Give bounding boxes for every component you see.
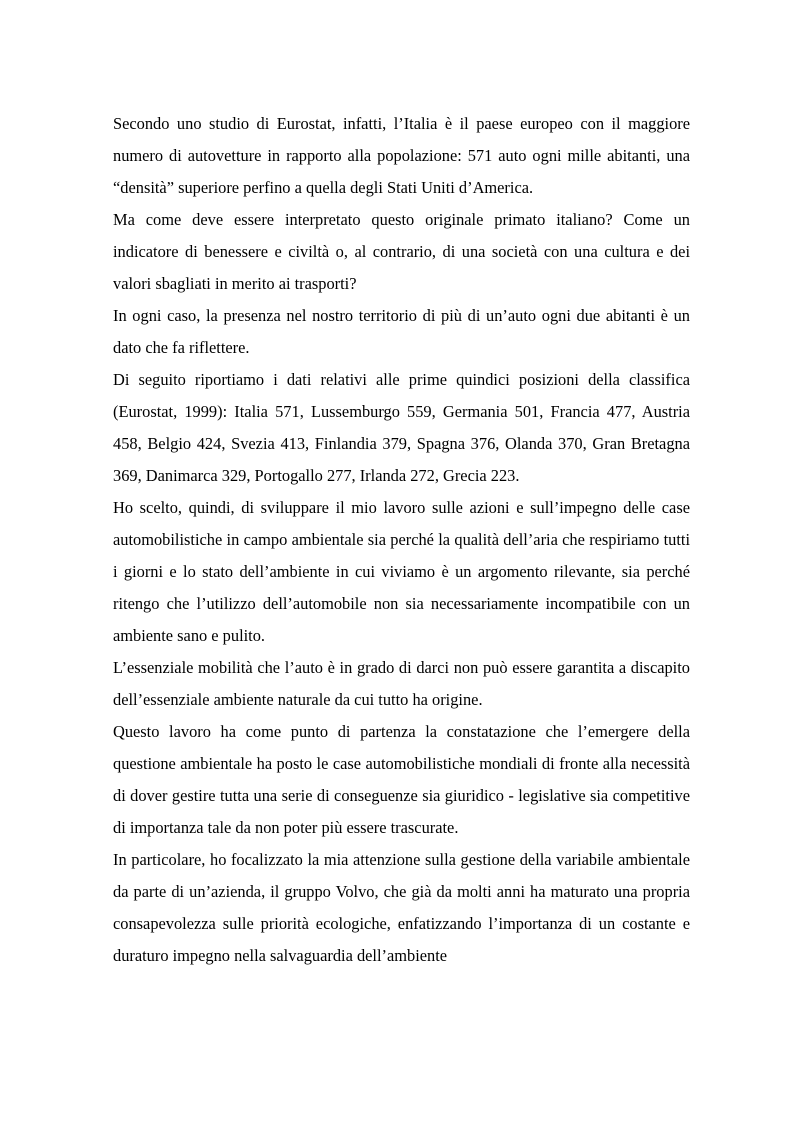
paragraph-starting-point: Questo lavoro ha come punto di partenza la constatazione che l’emergere della questione ambientale ha posto le case automobilistiche mondiali di fronte alla necessità di dover gestire tutta una serie di conseguenze sia giuridico - legislative sia competitive di importanza tale da non poter più essere trascurate.: [113, 722, 690, 837]
paragraph-ranking: Di seguito riportiamo i dati relativi alle prime quindici posizioni della classifica (Eurostat, 1999): Italia 571, Lussemburgo 559, Germania 501, Francia 477, Austria 458, Belgio 424, Svezia 413, Finlandia 379, Spagna 376, Olanda 370, Gran Bretagna 369, Danimarca 329, Portogallo 277, Irlanda 272, Grecia 223.: [113, 370, 690, 485]
document-body: [113, 108, 690, 972]
paragraph-motivation: Ho scelto, quindi, di sviluppare il mio lavoro sulle azioni e sull’impegno delle case automobilistiche in campo ambientale sia perché la qualità dell’aria che respiriamo tutti i giorni e lo stato dell’ambiente in cui viviamo è un argomento rilevante, sia perché ritengo che l’utilizzo dell’automobile non sia necessariamente incompatibile con un ambiente sano e pulito.: [113, 498, 690, 645]
paragraph-reflection: In ogni caso, la presenza nel nostro territorio di più di un’auto ogni due abitanti è un dato che fa riflettere.: [113, 306, 690, 357]
paragraph-interpretation-question: Ma come deve essere interpretato questo originale primato italiano? Come un indicatore di benessere e civiltà o, al contrario, di una società con una cultura e dei valori sbagliati in merito ai trasporti?: [113, 210, 690, 293]
paragraph-eurostat-study: Secondo uno studio di Eurostat, infatti, l’Italia è il paese europeo con il maggiore numero di autovetture in rapporto alla popolazione: 571 auto ogni mille abitanti, una “densità” superiore perfino a quella degli Stati Uniti d’America.: [113, 114, 690, 197]
paragraph-mobility: L’essenziale mobilità che l’auto è in grado di darci non può essere garantita a discapito dell’essenziale ambiente naturale da cui tutto ha origine.: [113, 658, 690, 709]
paragraph-volvo-focus: In particolare, ho focalizzato la mia attenzione sulla gestione della variabile ambientale da parte di un’azienda, il gruppo Volvo, che già da molti anni ha maturato una propria consapevolezza sulle priorità ecologiche, enfatizzando l’importanza di un costante e duraturo impegno nella salvaguardia dell’ambiente: [113, 850, 690, 965]
